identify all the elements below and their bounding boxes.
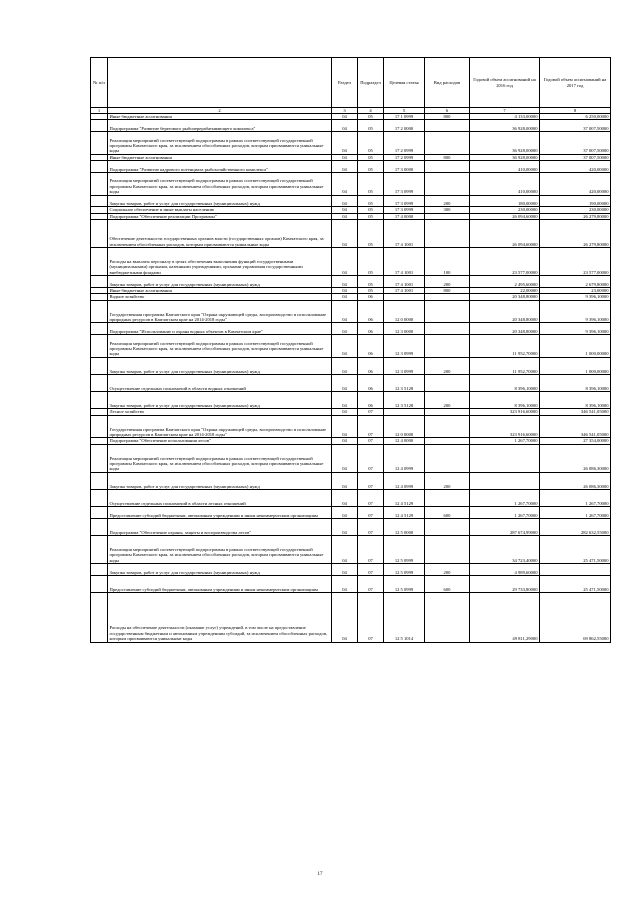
row-value-2017-cell: 420,00000 [540,161,611,173]
row-expense-type-cell: 200 [425,276,470,288]
row-name-cell: Реализация мероприятий соответствующей подпрограммы в рамках соответствующей государственной программы Камчатского края, за исключением обособленных расходов, которым присваиваются уникальные коды [108,132,332,155]
row-expense-type-cell [425,220,470,248]
column-number: 1 [91,108,108,114]
row-expense-type-cell [425,161,470,173]
row-value-2016-cell: 8 396,10000 [470,392,540,409]
document-page [90,57,610,643]
row-name-cell: Иные бюджетные ассигнования [108,114,332,120]
row-target-cell: 12 5 0999 [384,575,425,592]
row-expense-type-cell [425,593,470,643]
row-section-cell: 04 [332,173,358,196]
row-value-2017-cell: 346 541,05000 [540,415,611,438]
row-name-cell: Реализация мероприятий соответствующей подпрограммы в рамках соответствующей государственной программы Камчатского края, за исключением обособленных расходов, которым присваиваются уникальные коды [108,536,332,564]
row-expense-type-cell: 300 [425,207,470,213]
header-num: № п/п [91,58,108,108]
row-target-cell: 17 4 0000 [384,213,425,219]
row-section-cell: 04 [332,444,358,472]
row-section-cell: 04 [332,472,358,489]
table-row [91,195,611,207]
row-num-cell [91,593,108,643]
row-name-cell: Подпрограмма "Обеспечение охраны, защиты и воспроизводства лесов" [108,518,332,535]
row-name-cell: Государственная программа Камчатского края "Охрана окружающей среды, воспроизводство и использование природных ресурсов в Камчатском крае на 2014-2018 годы" [108,415,332,438]
row-value-2017-cell: 37 007,50000 [540,132,611,155]
row-value-2016-cell: 323 916,60000 [470,409,540,415]
row-value-2017-cell: 37 007,50000 [540,154,611,160]
row-section-cell: 04 [332,374,358,391]
row-expense-type-cell [425,173,470,196]
header-expense-type: Вид расходов [425,58,470,108]
row-expense-type-cell [425,444,470,472]
row-target-cell: 17 3 0999 [384,195,425,207]
row-expense-type-cell: 100 [425,248,470,276]
row-name-cell: Осуществление отдельных полномочий в области водных отношений [108,374,332,391]
row-target-cell: 12 5 0000 [384,518,425,535]
table-row [91,489,611,506]
header-subsection: Подраздел [358,58,384,108]
row-value-2016-cell: 29 733,80000 [470,575,540,592]
row-value-2017-cell: 1 000,00000 [540,357,611,374]
row-value-2017-cell: 27 354,00000 [540,438,611,444]
row-target-cell: 12 3 5128 [384,392,425,409]
row-subsection-cell: 05 [358,276,384,288]
row-section-cell: 04 [332,288,358,294]
table-row [91,415,611,438]
row-value-2017-cell: 2 679,80000 [540,276,611,288]
row-value-2017-cell: 6 250,00000 [540,114,611,120]
row-target-cell: 17 4 1001 [384,248,425,276]
row-subsection-cell: 07 [358,593,384,643]
column-number: 6 [425,108,470,114]
column-number: 2 [108,108,332,114]
row-name-cell: Закупка товаров, работ и услуг для государственных (муниципальных) нужд [108,392,332,409]
row-value-2016-cell: 11 952,70000 [470,335,540,358]
row-value-2017-cell: 282 632,55000 [540,518,611,535]
row-subsection-cell: 05 [358,154,384,160]
row-num-cell [91,444,108,472]
row-num-cell [91,415,108,438]
table-row [91,323,611,335]
row-value-2016-cell: 49 811,29000 [470,593,540,643]
row-value-2017-cell: 1 267,70000 [540,507,611,519]
row-name-cell: Закупка товаров, работ и услуг для государственных (муниципальных) нужд [108,276,332,288]
row-value-2016-cell: 2 495,60000 [470,276,540,288]
row-num-cell [91,276,108,288]
row-name-cell: Закупка товаров, работ и услуг для государственных (муниципальных) нужд [108,357,332,374]
row-value-2016-cell: 4 133,00000 [470,114,540,120]
row-num-cell [91,220,108,248]
row-target-cell: 17 4 1001 [384,276,425,288]
row-section-cell: 04 [332,518,358,535]
row-subsection-cell: 05 [358,114,384,120]
row-expense-type-cell: 800 [425,114,470,120]
row-section-cell: 04 [332,213,358,219]
page-number: 17 [317,872,323,877]
row-value-2016-cell: 23 577,00000 [470,248,540,276]
row-value-2017-cell: 26 086,30000 [540,444,611,472]
row-subsection-cell: 05 [358,173,384,196]
row-value-2016-cell: 36 928,00000 [470,120,540,132]
row-num-cell [91,489,108,506]
row-value-2016-cell: 4 989,60000 [470,564,540,576]
table-row [91,173,611,196]
row-section-cell: 04 [332,154,358,160]
header-name [108,58,332,108]
column-number: 4 [358,108,384,114]
row-subsection-cell: 07 [358,507,384,519]
row-subsection-cell: 07 [358,536,384,564]
row-num-cell [91,357,108,374]
row-section-cell: 04 [332,276,358,288]
table-row [91,575,611,592]
column-number: 7 [470,108,540,114]
row-subsection-cell: 06 [358,300,384,323]
row-section-cell: 04 [332,323,358,335]
row-subsection-cell: 05 [358,195,384,207]
row-expense-type-cell: 600 [425,507,470,519]
row-num-cell [91,300,108,323]
row-name-cell: Реализация мероприятий соответствующей подпрограммы в рамках соответствующей государственной программы Камчатского края, за исключением обособленных расходов, которым присваиваются уникальные коды [108,173,332,196]
row-value-2017-cell: 1 000,00000 [540,335,611,358]
row-subsection-cell: 06 [358,323,384,335]
row-target-cell: 12 3 0000 [384,323,425,335]
row-name-cell: Подпрограмма "Обеспечение реализации Программы" [108,213,332,219]
row-target-cell: 12 4 0999 [384,444,425,472]
row-target-cell: 17 1 0999 [384,114,425,120]
header-target: Целевая статья [384,58,425,108]
row-name-cell: Подпрограмма "Развитие кадрового потенциала рыбохозяйственного комплекса" [108,161,332,173]
row-num-cell [91,161,108,173]
row-expense-type-cell [425,536,470,564]
row-subsection-cell: 05 [358,248,384,276]
header-year-2017: Годовой объем ассигнований на 2017 год [540,58,611,108]
row-value-2017-cell: 23 577,00000 [540,248,611,276]
column-number: 5 [384,108,425,114]
column-number: 3 [332,108,358,114]
row-value-2017-cell: 9 396,10000 [540,300,611,323]
row-target-cell: 17 3 0000 [384,161,425,173]
row-section-cell: 04 [332,564,358,576]
row-name-cell: Закупка товаров, работ и услуг для государственных (муниципальных) нужд [108,564,332,576]
row-expense-type-cell [425,518,470,535]
row-value-2016-cell: 26 094,60000 [470,220,540,248]
row-name-cell: Лесное хозяйство [108,409,332,415]
row-subsection-cell: 06 [358,357,384,374]
row-value-2016-cell: 1 267,70000 [470,438,540,444]
row-name-cell: Расходы на обеспечение деятельности (оказание услуг) учреждений, в том числе на предоставление государственным бюджетным и автономным учреждениям субсидий, за исключением обособленных расходов, которым присваиваются уникальные коды [108,593,332,643]
row-subsection-cell: 05 [358,288,384,294]
row-expense-type-cell: 200 [425,195,470,207]
row-subsection-cell: 06 [358,392,384,409]
row-num-cell [91,575,108,592]
row-expense-type-cell [425,335,470,358]
row-name-cell: Иные бюджетные ассигнования [108,288,332,294]
row-subsection-cell: 06 [358,294,384,300]
row-expense-type-cell [425,300,470,323]
row-section-cell: 04 [332,294,358,300]
row-section-cell: 04 [332,248,358,276]
row-target-cell: 12 4 5129 [384,489,425,506]
row-section-cell: 04 [332,536,358,564]
row-target-cell: 12 5 1014 [384,593,425,643]
row-target-cell: 12 3 5128 [384,374,425,391]
row-expense-type-cell: 800 [425,288,470,294]
table-row [91,248,611,276]
row-value-2016-cell: 20 348,80000 [470,323,540,335]
row-num-cell [91,132,108,155]
row-target-cell: 17 2 0000 [384,120,425,132]
row-expense-type-cell [425,120,470,132]
row-num-cell [91,518,108,535]
row-value-2016-cell: 1 267,70000 [470,489,540,506]
row-section-cell: 04 [332,409,358,415]
table-row [91,392,611,409]
row-expense-type-cell: 200 [425,472,470,489]
row-value-2017-cell: 25 471,50000 [540,536,611,564]
row-name-cell: Осуществление отдельных полномочий в области лесных отношений [108,489,332,506]
row-subsection-cell: 07 [358,472,384,489]
row-expense-type-cell: 200 [425,392,470,409]
table-row [91,374,611,391]
budget-table [90,57,611,643]
row-value-2016-cell: 36 928,00000 [470,154,540,160]
row-value-2017-cell: 8 396,10000 [540,392,611,409]
row-name-cell: Предоставление субсидий бюджетным, автономным учреждениям и иным некоммерческим организациям [108,575,332,592]
row-value-2017-cell: 25 471,50000 [540,575,611,592]
row-name-cell: Реализация мероприятий соответствующей подпрограммы в рамках соответствующей государственной программы Камчатского края, за исключением обособленных расходов, которым присваиваются уникальные коды [108,335,332,358]
row-value-2017-cell: 346 541,05000 [540,409,611,415]
row-value-2017-cell: 230,00000 [540,207,611,213]
row-subsection-cell: 05 [358,161,384,173]
row-section-cell: 04 [332,575,358,592]
row-expense-type-cell: 200 [425,564,470,576]
row-num-cell [91,323,108,335]
row-subsection-cell: 05 [358,207,384,213]
table-row [91,161,611,173]
row-name-cell: Подпрограмма "Развитие берегового рыбоперерабатывающего комплекса" [108,120,332,132]
row-num-cell [91,120,108,132]
row-value-2017-cell: 26 279,80000 [540,220,611,248]
table-row [91,276,611,288]
row-section-cell: 04 [332,195,358,207]
table-row [91,472,611,489]
row-name-cell: Государственная программа Камчатского края "Охрана окружающей среды, воспроизводство и использование природных ресурсов в Камчатском крае на 2014-2018 годы" [108,300,332,323]
row-value-2017-cell [540,564,611,576]
row-subsection-cell: 05 [358,220,384,248]
row-value-2017-cell: 26 279,80000 [540,213,611,219]
row-value-2016-cell: 20 348,80000 [470,300,540,323]
row-expense-type-cell: 600 [425,575,470,592]
row-target-cell: 12 3 0999 [384,335,425,358]
row-target-cell: 17 3 0999 [384,173,425,196]
row-name-cell: Подпрограмма "Обеспечение использования лесов" [108,438,332,444]
row-subsection-cell: 07 [358,409,384,415]
row-num-cell [91,335,108,358]
table-row [91,564,611,576]
table-body [91,108,611,643]
row-value-2016-cell: 22,00000 [470,288,540,294]
header-year-2016: Годовой объем ассигнований на 2016 год [470,58,540,108]
row-value-2016-cell: 36 928,00000 [470,132,540,155]
row-num-cell [91,173,108,196]
row-section-cell: 04 [332,161,358,173]
row-value-2017-cell: 23,00000 [540,288,611,294]
header-row [91,58,611,108]
row-num-cell [91,392,108,409]
row-value-2016-cell [470,472,540,489]
row-num-cell [91,374,108,391]
row-expense-type-cell: 200 [425,357,470,374]
row-target-cell: 12 4 0999 [384,472,425,489]
row-value-2017-cell: 8 396,10000 [540,374,611,391]
table-row [91,220,611,248]
row-value-2016-cell: 8 396,10000 [470,374,540,391]
row-value-2016-cell: 20 348,80000 [470,294,540,300]
row-subsection-cell: 07 [358,575,384,592]
row-name-cell: Предоставление субсидий бюджетным, автономным учреждениям и иным некоммерческим организациям [108,507,332,519]
table-row [91,132,611,155]
row-section-cell: 04 [332,220,358,248]
row-section-cell: 04 [332,132,358,155]
row-value-2017-cell: 26 086,30000 [540,472,611,489]
row-value-2017-cell: 420,00000 [540,173,611,196]
row-section-cell: 04 [332,207,358,213]
row-value-2016-cell [470,444,540,472]
row-subsection-cell: 06 [358,335,384,358]
row-num-cell [91,564,108,576]
row-target-cell: 17 4 1001 [384,220,425,248]
table-row [91,300,611,323]
table-row [91,444,611,472]
row-target-cell: 12 0 0000 [384,415,425,438]
row-value-2016-cell: 34 723,40000 [470,536,540,564]
table-row [91,357,611,374]
row-value-2016-cell: 230,00000 [470,207,540,213]
row-expense-type-cell [425,323,470,335]
row-value-2016-cell: 323 916,60000 [470,415,540,438]
row-section-cell: 04 [332,335,358,358]
row-section-cell: 04 [332,593,358,643]
row-name-cell: Обеспечение деятельности государственных органов власти (государственных органов) Камчатского края, за исключением обособленных расходов, которым присваиваются уникальные коды [108,220,332,248]
row-expense-type-cell [425,415,470,438]
row-subsection-cell: 07 [358,518,384,535]
row-expense-type-cell: 800 [425,154,470,160]
row-name-cell: Иные бюджетные ассигнования [108,154,332,160]
row-num-cell [91,472,108,489]
row-target-cell: 17 4 1001 [384,288,425,294]
row-target-cell: 12 5 0999 [384,536,425,564]
row-name-cell: Подпрограмма "Использование и охрана водных объектов в Камчатском крае" [108,323,332,335]
row-section-cell: 04 [332,438,358,444]
row-name-cell: Реализация мероприятий соответствующей подпрограммы в рамках соответствующей государственной программы Камчатского края, за исключением обособленных расходов, которым присваиваются уникальные коды [108,444,332,472]
row-name-cell: Закупка товаров, работ и услуг для государственных (муниципальных) нужд [108,472,332,489]
row-name-cell: Закупка товаров, работ и услуг для государственных (муниципальных) нужд [108,195,332,207]
header-section: Раздел [332,58,358,108]
row-section-cell: 04 [332,415,358,438]
row-section-cell: 04 [332,114,358,120]
table-row [91,120,611,132]
row-expense-type-cell [425,132,470,155]
row-value-2016-cell: 11 952,70000 [470,357,540,374]
row-value-2016-cell: 287 674,99000 [470,518,540,535]
row-target-cell: 12 4 5129 [384,507,425,519]
row-num-cell [91,536,108,564]
column-number: 8 [540,108,611,114]
row-num-cell [91,195,108,207]
table-row [91,507,611,519]
row-value-2016-cell: 26 094,60000 [470,213,540,219]
row-subsection-cell: 05 [358,132,384,155]
row-name-cell: Социальное обеспечение и иные выплаты населению [108,207,332,213]
row-subsection-cell: 07 [358,444,384,472]
row-subsection-cell: 06 [358,374,384,391]
row-expense-type-cell [425,374,470,391]
row-target-cell: 12 4 0000 [384,438,425,444]
row-value-2016-cell: 410,00000 [470,161,540,173]
row-subsection-cell: 05 [358,120,384,132]
row-subsection-cell: 07 [358,489,384,506]
row-name-cell: Расходы на выплаты персоналу в целях обеспечения выполнения функций государственными (муниципальными) органами, казенными учреждениями, органами управления государственными внебюджетными фондами [108,248,332,276]
row-value-2016-cell: 410,00000 [470,173,540,196]
row-subsection-cell: 07 [358,564,384,576]
row-target-cell: 17 3 0999 [384,207,425,213]
row-name-cell: Водное хозяйство [108,294,332,300]
row-target-cell: 17 2 0999 [384,154,425,160]
row-section-cell: 04 [332,300,358,323]
row-value-2017-cell: 9 396,10000 [540,323,611,335]
table-row [91,593,611,643]
row-value-2017-cell: 1 267,70000 [540,489,611,506]
row-value-2017-cell: 37 007,50000 [540,120,611,132]
row-subsection-cell: 07 [358,415,384,438]
row-subsection-cell: 05 [358,213,384,219]
row-section-cell: 04 [332,489,358,506]
row-target-cell: 12 5 0999 [384,564,425,576]
row-section-cell: 04 [332,357,358,374]
row-num-cell [91,248,108,276]
row-target-cell: 12 0 0000 [384,300,425,323]
row-target-cell: 17 2 0999 [384,132,425,155]
row-expense-type-cell [425,489,470,506]
row-value-2016-cell: 180,00000 [470,195,540,207]
row-section-cell: 04 [332,120,358,132]
row-value-2017-cell: 69 862,55000 [540,593,611,643]
row-section-cell: 04 [332,507,358,519]
table-row [91,536,611,564]
row-value-2016-cell: 1 267,70000 [470,507,540,519]
row-value-2017-cell: 9 396,10000 [540,294,611,300]
row-target-cell: 12 3 0999 [384,357,425,374]
row-num-cell [91,507,108,519]
table-row [91,335,611,358]
row-section-cell: 04 [332,392,358,409]
row-value-2017-cell: 190,00000 [540,195,611,207]
table-row [91,518,611,535]
row-subsection-cell: 07 [358,438,384,444]
